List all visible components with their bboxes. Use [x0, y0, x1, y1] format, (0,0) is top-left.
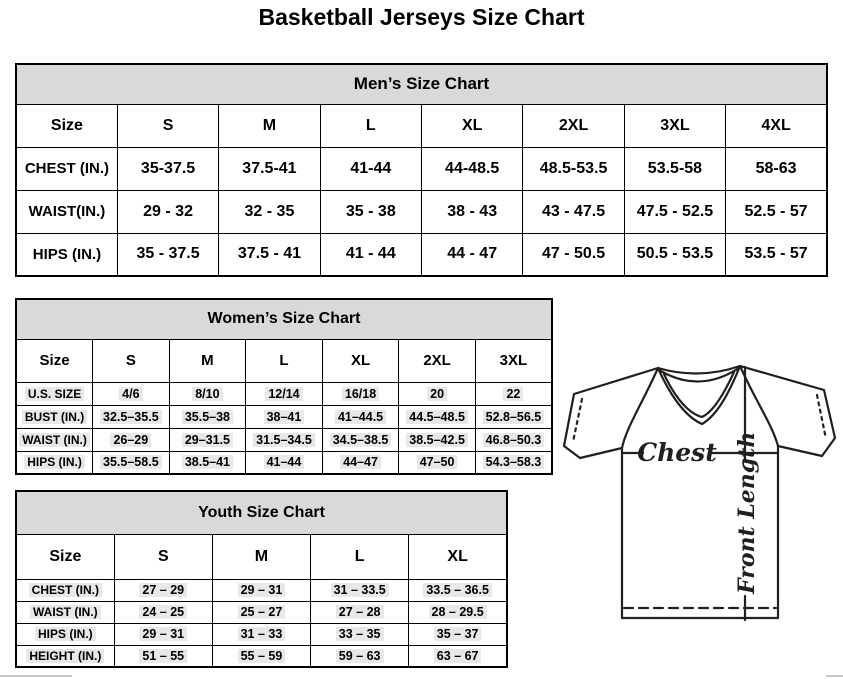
size-value-cell: 35 - 38 [320, 190, 421, 233]
size-value-cell [409, 623, 507, 645]
size-value-cell [322, 428, 399, 451]
youth-column-header-size: Size [16, 534, 114, 579]
mens-table-grid [15, 63, 828, 277]
row-label: WAIST(IN.) [16, 190, 117, 233]
mens-column-header-l: L [320, 104, 421, 147]
row-label [16, 382, 93, 405]
highlighted-text: 27 – 28 [336, 605, 384, 619]
size-value-cell [311, 645, 409, 667]
size-value-cell: 53.5 - 57 [726, 233, 827, 276]
highlighted-text: 12/14 [265, 387, 302, 401]
size-value-cell [169, 405, 246, 428]
jersey-measurement-diagram [556, 362, 843, 630]
highlighted-text: 35 – 37 [434, 627, 482, 641]
highlighted-text: 8/10 [192, 387, 222, 401]
size-value-cell [246, 382, 323, 405]
highlighted-text: 38–41 [264, 410, 305, 424]
highlighted-text: 46.8–50.3 [483, 433, 545, 447]
size-value-cell [93, 451, 170, 474]
highlighted-text: 33.5 – 36.5 [423, 583, 492, 597]
highlighted-text: 34.5–38.5 [330, 433, 392, 447]
size-value-cell [114, 579, 212, 601]
highlighted-text: HEIGHT (IN.) [26, 649, 104, 663]
scrollbar-fragment-right [826, 675, 843, 677]
size-value-cell: 53.5-58 [624, 147, 725, 190]
highlighted-text: 29 – 31 [139, 627, 187, 641]
womens-column-header-xl: XL [322, 339, 399, 382]
table-row [16, 190, 827, 233]
table-row [16, 405, 552, 428]
size-value-cell [93, 428, 170, 451]
size-value-cell: 37.5-41 [219, 147, 320, 190]
size-value-cell [169, 428, 246, 451]
size-value-cell [169, 382, 246, 405]
highlighted-text: CHEST (IN.) [29, 583, 102, 597]
size-value-cell [409, 579, 507, 601]
youth-size-chart-table [15, 490, 508, 668]
womens-size-chart-table [15, 298, 553, 473]
mens-column-header-m: M [219, 104, 320, 147]
size-value-cell [399, 451, 476, 474]
highlighted-text: HIPS (IN.) [35, 627, 96, 641]
table-row [16, 623, 507, 645]
mens-column-header-2xl: 2XL [523, 104, 624, 147]
highlighted-text: 51 – 55 [139, 649, 187, 663]
youth-column-header-xl: XL [409, 534, 507, 579]
highlighted-text: 29 – 31 [238, 583, 286, 597]
size-value-cell: 47 - 50.5 [523, 233, 624, 276]
jersey-collar [658, 366, 740, 424]
womens-column-header-m: M [169, 339, 246, 382]
page-title: Basketball Jerseys Size Chart [258, 4, 585, 30]
highlighted-text: BUST (IN.) [22, 410, 87, 424]
table-row [16, 645, 507, 667]
size-value-cell: 41 - 44 [320, 233, 421, 276]
highlighted-text: 32.5–35.5 [100, 410, 162, 424]
size-value-cell [212, 645, 310, 667]
chest-label: Chest [637, 438, 717, 467]
mens-size-chart-table [15, 63, 828, 276]
womens-table-grid [15, 298, 553, 475]
size-value-cell [93, 405, 170, 428]
size-value-cell: 38 - 43 [422, 190, 523, 233]
highlighted-text: 35.5–58.5 [100, 455, 162, 469]
size-value-cell [212, 623, 310, 645]
size-value-cell [475, 428, 552, 451]
womens-caption: Women’s Size Chart [16, 299, 552, 339]
highlighted-text: 25 – 27 [238, 605, 286, 619]
size-value-cell: 35-37.5 [117, 147, 218, 190]
row-label [16, 579, 114, 601]
size-value-cell [212, 579, 310, 601]
table-row [16, 428, 552, 451]
womens-column-header-l: L [246, 339, 323, 382]
size-value-cell [212, 601, 310, 623]
row-label [16, 428, 93, 451]
size-value-cell [409, 601, 507, 623]
row-label: CHEST (IN.) [16, 147, 117, 190]
size-value-cell [475, 405, 552, 428]
size-value-cell: 52.5 - 57 [726, 190, 827, 233]
size-value-cell [322, 451, 399, 474]
row-label [16, 645, 114, 667]
highlighted-text: 22 [503, 387, 523, 401]
table-row [16, 579, 507, 601]
highlighted-text: WAIST (IN.) [19, 433, 90, 447]
highlighted-text: 31.5–34.5 [253, 433, 315, 447]
table-row [16, 147, 827, 190]
cuff-dashed-lines [573, 395, 826, 442]
jersey-outline [564, 366, 835, 618]
highlighted-text: 63 – 67 [434, 649, 482, 663]
size-value-cell [114, 601, 212, 623]
youth-column-header-s: S [114, 534, 212, 579]
highlighted-text: 44.5–48.5 [406, 410, 468, 424]
size-value-cell [311, 623, 409, 645]
highlighted-text: 4/6 [119, 387, 142, 401]
womens-column-header-s: S [93, 339, 170, 382]
size-value-cell: 47.5 - 52.5 [624, 190, 725, 233]
size-value-cell: 43 - 47.5 [523, 190, 624, 233]
size-value-cell: 37.5 - 41 [219, 233, 320, 276]
row-label: HIPS (IN.) [16, 233, 117, 276]
mens-column-header-s: S [117, 104, 218, 147]
size-value-cell: 44 - 47 [422, 233, 523, 276]
size-value-cell [475, 451, 552, 474]
scrollbar-fragment-left [0, 675, 72, 677]
womens-column-header-2xl: 2XL [399, 339, 476, 382]
size-value-cell [322, 382, 399, 405]
size-value-cell: 35 - 37.5 [117, 233, 218, 276]
size-value-cell [409, 645, 507, 667]
row-label [16, 623, 114, 645]
highlighted-text: 38.5–42.5 [406, 433, 468, 447]
highlighted-text: U.S. SIZE [25, 387, 84, 401]
row-label [16, 601, 114, 623]
size-value-cell: 50.5 - 53.5 [624, 233, 725, 276]
size-value-cell: 29 - 32 [117, 190, 218, 233]
row-label [16, 451, 93, 474]
highlighted-text: 35.5–38 [182, 410, 233, 424]
highlighted-text: 20 [427, 387, 447, 401]
highlighted-text: 47–50 [417, 455, 458, 469]
size-value-cell [399, 382, 476, 405]
highlighted-text: 28 – 29.5 [429, 605, 487, 619]
youth-caption: Youth Size Chart [16, 491, 507, 534]
size-value-cell [322, 405, 399, 428]
highlighted-text: 31 – 33.5 [331, 583, 389, 597]
front-length-label: Front Length [734, 431, 760, 594]
highlighted-text: 24 – 25 [139, 605, 187, 619]
highlighted-text: 41–44 [264, 455, 305, 469]
mens-column-header-xl: XL [422, 104, 523, 147]
size-value-cell: 48.5-53.5 [523, 147, 624, 190]
highlighted-text: 27 – 29 [139, 583, 187, 597]
size-value-cell: 41-44 [320, 147, 421, 190]
mens-column-header-size: Size [16, 104, 117, 147]
size-value-cell [114, 645, 212, 667]
youth-column-header-l: L [311, 534, 409, 579]
size-value-cell: 32 - 35 [219, 190, 320, 233]
size-value-cell: 44-48.5 [422, 147, 523, 190]
highlighted-text: 29–31.5 [182, 433, 233, 447]
table-row [16, 601, 507, 623]
size-value-cell [246, 451, 323, 474]
size-value-cell [311, 601, 409, 623]
youth-column-header-m: M [212, 534, 310, 579]
highlighted-text: 33 – 35 [336, 627, 384, 641]
highlighted-text: 26–29 [110, 433, 151, 447]
jersey-diagram-svg [556, 362, 843, 630]
highlighted-text: 38.5–41 [182, 455, 233, 469]
size-value-cell [311, 579, 409, 601]
highlighted-text: 59 – 63 [336, 649, 384, 663]
size-value-cell: 58-63 [726, 147, 827, 190]
size-value-cell [399, 405, 476, 428]
highlighted-text: 31 – 33 [238, 627, 286, 641]
mens-caption: Men’s Size Chart [16, 64, 827, 104]
size-value-cell [169, 451, 246, 474]
table-row [16, 382, 552, 405]
highlighted-text: 52.8–56.5 [483, 410, 545, 424]
mens-column-header-3xl: 3XL [624, 104, 725, 147]
highlighted-text: 44–47 [340, 455, 381, 469]
highlighted-text: 54.3–58.3 [483, 455, 545, 469]
table-row [16, 233, 827, 276]
mens-column-header-4xl: 4XL [726, 104, 827, 147]
highlighted-text: 41–44.5 [335, 410, 386, 424]
youth-table-grid [15, 490, 508, 668]
womens-column-header-3xl: 3XL [475, 339, 552, 382]
highlighted-text: WAIST (IN.) [30, 605, 101, 619]
table-row [16, 451, 552, 474]
highlighted-text: HIPS (IN.) [24, 455, 85, 469]
size-value-cell [246, 405, 323, 428]
size-value-cell [399, 428, 476, 451]
size-value-cell [246, 428, 323, 451]
row-label [16, 405, 93, 428]
highlighted-text: 55 – 59 [238, 649, 286, 663]
size-value-cell [114, 623, 212, 645]
highlighted-text: 16/18 [342, 387, 379, 401]
womens-column-header-size: Size [16, 339, 93, 382]
size-value-cell [475, 382, 552, 405]
size-value-cell [93, 382, 170, 405]
